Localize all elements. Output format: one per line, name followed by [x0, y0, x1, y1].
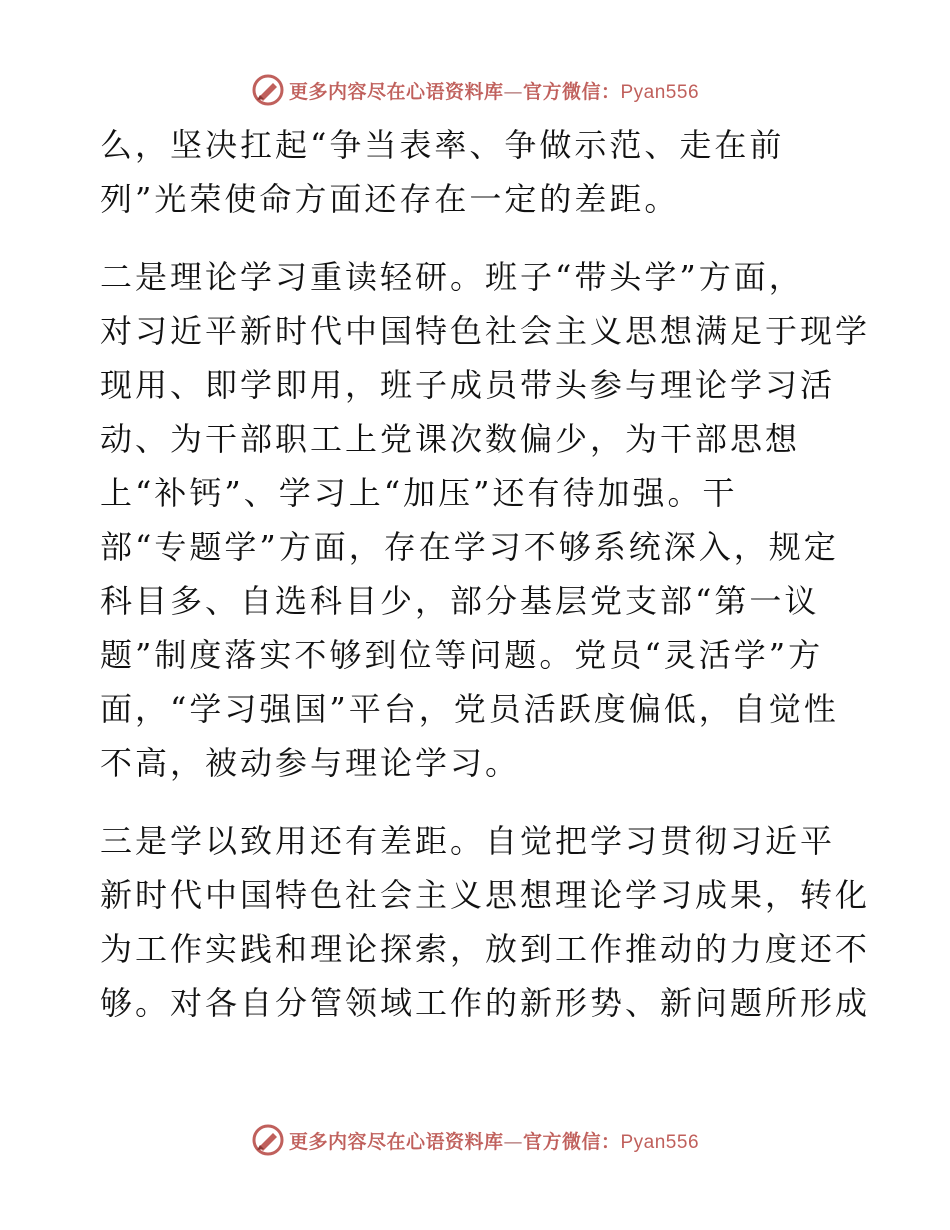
watermark-wechat-label: 官方微信：: [522, 1130, 621, 1153]
text-line: 列”光荣使命方面还存在一定的差距。: [100, 180, 680, 218]
text-line: 上“补钙”、学习上“加压”还有待加强。干: [100, 474, 738, 512]
watermark-wechat-label: 官方微信：: [522, 80, 621, 103]
text-line: 部“专题学”方面，存在学习不够系统深入，规定: [100, 528, 839, 566]
text-line: 题”制度落实不够到位等问题。党员“灵活学”方: [100, 636, 824, 674]
watermark-library-name: 更多内容尽在心语资料库: [288, 80, 504, 103]
watermark-text: [289, 77, 699, 104]
paragraph: [100, 118, 860, 226]
watermark-separator: —: [503, 80, 523, 103]
pen-logo-icon: [251, 73, 285, 107]
text-line: 对习近平新时代中国特色社会主义思想满足于现学: [100, 312, 871, 350]
text-line: 二是理论学习重读轻研。班子“带头学”方面，: [100, 258, 804, 296]
paragraph: [100, 814, 871, 1030]
text-line: 不高，被动参与理论学习。: [100, 744, 521, 782]
pen-logo-icon: [251, 1123, 285, 1157]
text-line: 科目多、自选科目少，部分基层党支部“第一议: [100, 582, 820, 620]
paragraph: [100, 250, 871, 790]
header-watermark: [0, 72, 950, 108]
document-body: [100, 118, 871, 1030]
watermark-text: [289, 1127, 699, 1154]
watermark-account: Pyan556: [620, 81, 700, 103]
watermark-library-name: 更多内容尽在心语资料库: [288, 1130, 504, 1153]
text-line: 面，“学习强国”平台，党员活跃度偏低，自觉性: [100, 690, 839, 728]
text-line: 够。对各自分管领域工作的新形势、新问题所形成: [100, 984, 871, 1022]
watermark-account: Pyan556: [620, 1131, 700, 1153]
text-line: 现用、即学即用，班子成员带头参与理论学习活: [100, 366, 836, 404]
text-line: 动、为干部职工上党课次数偏少，为干部思想: [100, 420, 801, 458]
watermark-separator: —: [503, 1130, 523, 1153]
text-line: 么，坚决扛起“争当表率、争做示范、走在前: [100, 126, 785, 164]
text-line: 新时代中国特色社会主义思想理论学习成果，转化: [100, 876, 871, 914]
text-line: 为工作实践和理论探索，放到工作推动的力度还不: [100, 930, 871, 968]
text-line: 三是学以致用还有差距。自觉把学习贯彻习近平: [100, 822, 836, 860]
footer-watermark: [0, 1122, 950, 1158]
